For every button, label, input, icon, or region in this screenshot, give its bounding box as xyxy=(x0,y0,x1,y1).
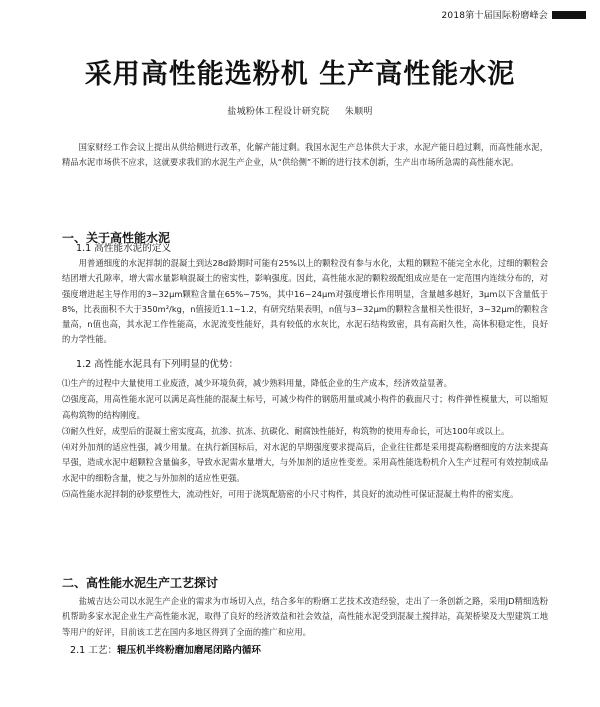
section-2-paragraph: 盐城吉达公司以水泥生产企业的需求为市场切入点，结合多年的粉磨工艺技术改造经验，走出了一条创新之路，采用JD精细选粉机帮助多家水泥企业生产高性能水泥，取得了良好的经济效益和社会效益，高性能水泥受到混凝土搅拌站，高架桥梁及大型建筑工地等用户的好评，目前该工艺在国内多地区得到了全面的推广和应用。 xyxy=(62,596,548,637)
intro-paragraph: 国家财经工作会议上提出从供给侧进行改革，化解产能过剩。我国水泥生产总体供大于求，水泥产能日趋过剩，而高性能水泥，精品水泥市场供不应求，这就要求我们的水泥生产企业，从“供给侧”不断的进行技术创新，生产出市场所急需的高性能水泥。 xyxy=(62,142,548,168)
list-item: ⑵强度高，用高性能水泥可以满足高性能的混凝土标号，可减少构件的钢筋用量或减小构件的截面尺寸；构件弹性模量大，可以缩短高构筑物的结构刚度。 xyxy=(62,394,548,420)
list-item: ⑸高性能水泥拌制的砂浆塑性大，流动性好，可用于浇筑配筋密的小尺寸构件，其良好的流动性可保证混凝土构件的密实度。 xyxy=(62,489,519,500)
section-1-1-paragraph: 用普通细度的水泥拌制的混凝土到达28d龄期时可能有25%以上的颗粒没有参与水化，太粗的颗粒不能完全水化，过细的颗粒会结团增大孔隙率，增大需水量影响混凝土的密实性，影响强度。因此，高性能水泥的颗粒级配组成应是在一定范围内连续分布的，对强度增进起主导作用的3~32μm颗粒含量在65%~75%，其中16~24μm对强度增长作用明显，含量越多越好，3μm以下含量低于8%，比表面积不大于350m²/kg，n值接近1.1~1.2，有研究结果表明，n值与3~32μm的颗粒含量相关性很好，3~32μm的颗粒含量高，n值也高，其水泥工作性能高，水泥流变性能好，具有较低的水灰比，水泥石结构致密，具有高耐久性，高体积稳定性，良好的力学性能。 xyxy=(62,258,548,345)
conference-name: 2018第十届国际粉磨峰会 xyxy=(441,11,548,21)
section-1-heading: 一、关于高性能水泥 xyxy=(62,231,171,245)
list-item: ⑶耐久性好，成型后的混凝土密实度高，抗渗、抗冻、抗碳化、耐腐蚀性能好，构筑物的使用寿命长，可达100年或以上。 xyxy=(62,425,510,436)
header-bar-decoration xyxy=(552,11,586,19)
section-2-heading: 二、高性能水泥生产工艺探讨 xyxy=(62,576,219,590)
list-item: ⑷对外加剂的适应性强，减少用量。在执行新国标后，对水泥的早期强度要求提高后，企业往往都是采用提高粉磨细度的方法来提高早强，造成水泥中超颗粒含量偏多，导致水泥需水量增大，与外加剂的适应性变差。采用高性能选粉机介入生产过程可有效控制成品水泥中的细粉含量，使之与外加剂的适应性更强。 xyxy=(62,442,548,483)
paper-title: 采用高性能选粉机 生产高性能水泥 xyxy=(84,59,516,90)
running-header xyxy=(441,8,586,21)
advantage-list xyxy=(62,376,548,503)
section-1-2-heading: 1.2 高性能水泥具有下列明显的优势： xyxy=(76,359,239,370)
section-2-1-title: 辊压机半终粉磨加磨尾闭路内循环 xyxy=(117,645,261,656)
author-line xyxy=(0,104,600,117)
list-item: ⑴生产的过程中大量使用工业废渣，减少环境负荷，减少熟料用量，降低企业的生产成本，经济效益显著。 xyxy=(62,378,452,388)
section-2-1-label: 2.1 工艺： xyxy=(70,645,118,656)
section-2-1-heading xyxy=(70,642,261,656)
section-1-1-heading: 1.1 高性能水泥的定义 xyxy=(76,243,172,254)
author-name: 朱顺明 xyxy=(344,107,373,117)
affiliation: 盐城粉体工程设计研究院 xyxy=(227,107,330,117)
